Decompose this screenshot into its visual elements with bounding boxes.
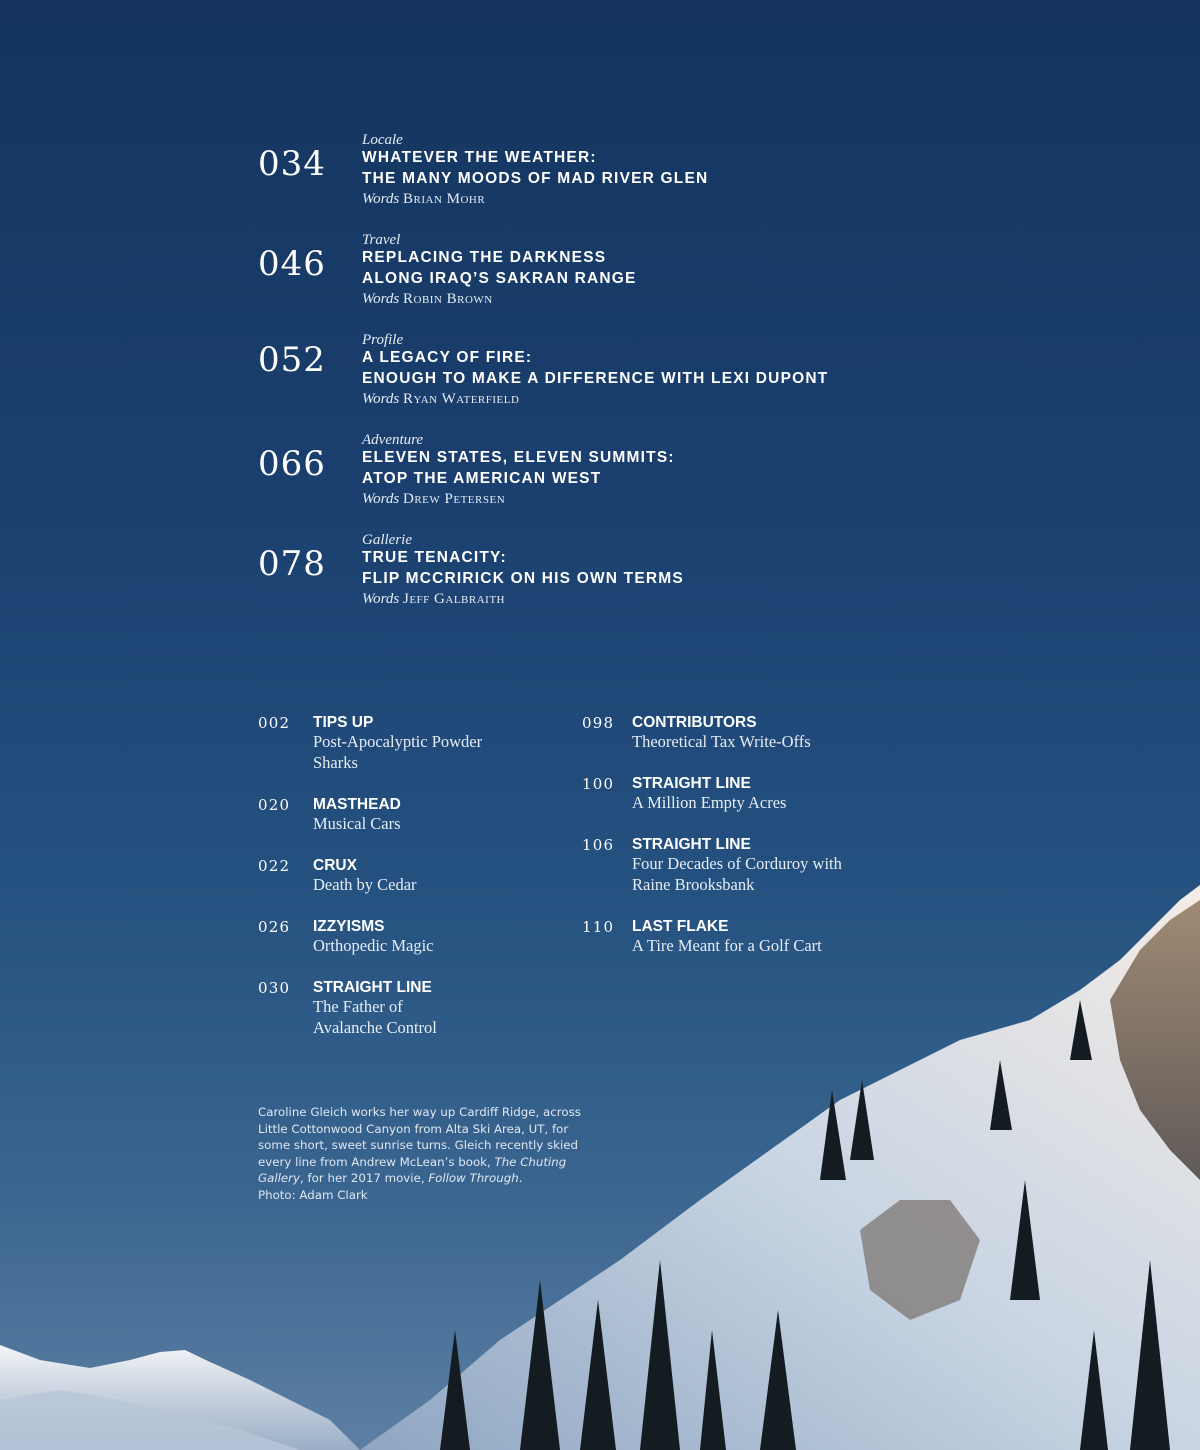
words-label: Words xyxy=(362,491,400,507)
feature-category: Travel xyxy=(362,232,401,248)
feature-byline xyxy=(362,189,708,209)
feature-title: THE MANY MOODS OF MAD RIVER GLEN xyxy=(362,169,709,187)
feature-title: A LEGACY OF FIRE: xyxy=(362,349,533,366)
department-subtitle: A Tire Meant for a Golf Cart xyxy=(632,936,822,955)
feature-title: REPLACING THE DARKNESS xyxy=(362,249,607,266)
department-subtitle: Four Decades of Corduroy with Raine Brooksbank xyxy=(632,854,842,894)
department-page-number: 002 xyxy=(258,714,291,732)
author-name: Brian Mohr xyxy=(403,191,486,207)
author-name: Jeff Galbraith xyxy=(403,591,505,607)
department-subtitle: Orthopedic Magic xyxy=(313,936,434,955)
feature-category: Locale xyxy=(362,132,403,148)
caption-text: Caroline Gleich works her way up Cardiff Ridge, across Little Cottonwood Canyon from Alta Ski Area, UT, for some short, sweet sunrise turns. Gleich recently skied every line from Andrew McLean’s book, xyxy=(258,1105,581,1169)
department-label: TIPS UP xyxy=(313,714,374,731)
feature-byline xyxy=(362,289,637,309)
department-page-number: 100 xyxy=(582,775,615,793)
author-name: Robin Brown xyxy=(403,291,493,307)
feature-page-number: 034 xyxy=(258,144,326,184)
department-subtitle: Musical Cars xyxy=(313,814,401,833)
photo-caption xyxy=(258,1104,588,1204)
author-name: Drew Petersen xyxy=(403,491,506,507)
feature-title: FLIP MCCRIRICK ON HIS OWN TERMS xyxy=(362,569,684,587)
department-label: LAST FLAKE xyxy=(632,918,729,935)
feature-category: Profile xyxy=(362,332,404,348)
department-subtitle: A Million Empty Acres xyxy=(632,793,787,812)
photo-credit: Photo: Adam Clark xyxy=(258,1187,368,1202)
feature-page-number: 066 xyxy=(258,444,326,484)
words-label: Words xyxy=(362,291,400,307)
caption-text: , for her 2017 movie, xyxy=(300,1171,429,1186)
department-page-number: 106 xyxy=(582,836,615,854)
department-label: STRAIGHT LINE xyxy=(313,979,432,996)
department-page-number: 022 xyxy=(258,857,291,875)
department-label: IZZYISMS xyxy=(313,918,385,935)
department-subtitle: The Father of Avalanche Control xyxy=(313,997,437,1037)
feature-page-number: 046 xyxy=(258,244,326,284)
feature-page-number: 052 xyxy=(258,340,326,380)
department-label: CRUX xyxy=(313,857,357,874)
words-label: Words xyxy=(362,191,400,207)
feature-title: ATOP THE AMERICAN WEST xyxy=(362,469,602,487)
department-label: MASTHEAD xyxy=(313,796,401,813)
caption-book-title: The Chuting Gallery xyxy=(258,1154,567,1186)
department-page-number: 026 xyxy=(258,918,291,936)
feature-title: ENOUGH TO MAKE A DIFFERENCE WITH LEXI DUPONT xyxy=(362,369,829,387)
words-label: Words xyxy=(362,591,400,607)
department-page-number: 020 xyxy=(258,796,291,814)
department-page-number: 098 xyxy=(582,714,615,732)
feature-category: Adventure xyxy=(362,432,424,448)
department-subtitle: Theoretical Tax Write-Offs xyxy=(632,732,811,751)
feature-page-number: 078 xyxy=(258,544,326,584)
caption-movie-title: Follow Through xyxy=(428,1171,519,1186)
feature-category: Gallerie xyxy=(362,532,412,548)
department-subtitle: Death by Cedar xyxy=(313,875,417,894)
feature-title: TRUE TENACITY: xyxy=(362,549,507,566)
department-page-number: 110 xyxy=(582,918,615,936)
department-subtitle: Post-Apocalyptic Powder Sharks xyxy=(313,732,483,772)
feature-title: WHATEVER THE WEATHER: xyxy=(362,149,597,166)
department-page-number: 030 xyxy=(258,979,291,997)
words-label: Words xyxy=(362,391,400,407)
author-name: Ryan Waterfield xyxy=(403,391,520,407)
feature-title: ELEVEN STATES, ELEVEN SUMMITS: xyxy=(362,449,675,466)
feature-byline xyxy=(362,389,828,409)
feature-byline xyxy=(362,489,675,509)
department-label: STRAIGHT LINE xyxy=(632,836,751,853)
feature-byline xyxy=(362,589,684,609)
department-label: CONTRIBUTORS xyxy=(632,714,757,731)
feature-title: ALONG IRAQ’S SAKRAN RANGE xyxy=(362,269,637,287)
department-label: STRAIGHT LINE xyxy=(632,775,751,792)
caption-text: . xyxy=(518,1171,523,1186)
